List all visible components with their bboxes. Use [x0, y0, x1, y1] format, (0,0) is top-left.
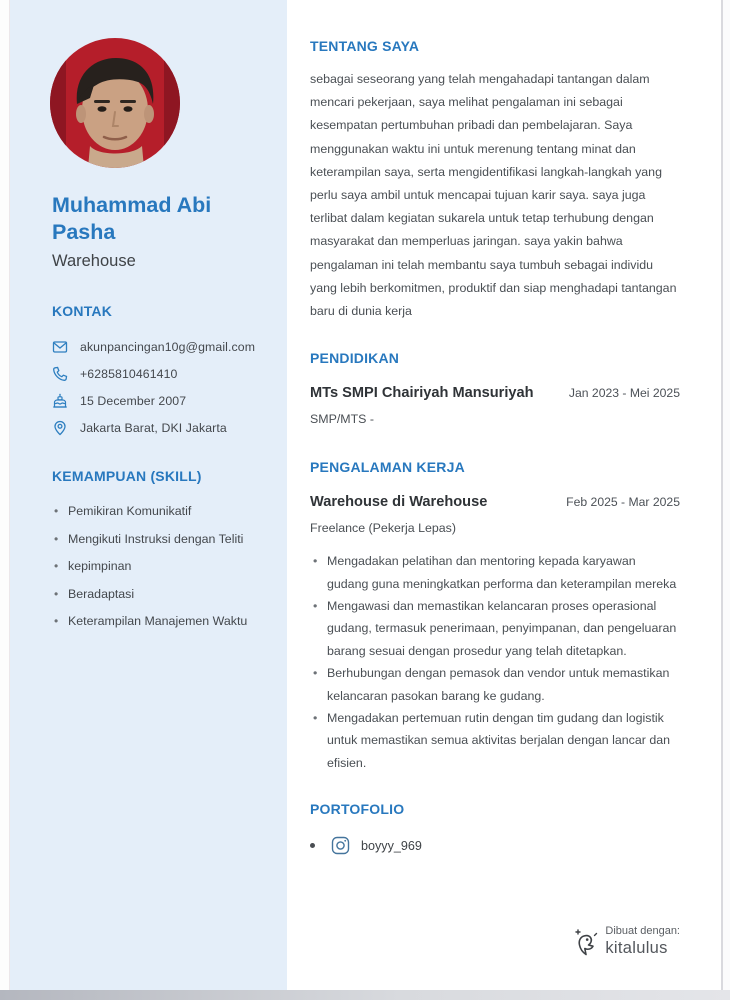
about-section: [310, 38, 680, 323]
contact-item-birthdate: [52, 393, 265, 409]
profile-photo-image: [50, 38, 180, 168]
experience-bullet: • Mengadakan pelatihan dan mentoring kepada karyawan gudang guna meningkatkan performa dan keterampilan mereka: [310, 550, 680, 595]
contact-item-email: [52, 339, 265, 355]
location-icon: [52, 420, 68, 436]
portfolio-heading: PORTOFOLIO: [310, 801, 405, 818]
experience-bullets: [310, 550, 680, 774]
contact-phone: +6285810461410: [80, 367, 178, 381]
bullet-dot: [310, 843, 315, 848]
contact-item-location: [52, 420, 265, 436]
experience-bullet: • Mengadakan pertemuan rutin dengan tim gudang dan logistik untuk memastikan semua aktivitas berjalan dengan lancar dan efisien.: [310, 707, 680, 774]
portfolio-handle: boyyy_969: [361, 838, 422, 853]
profile-photo: [50, 38, 180, 168]
experience-period: Feb 2025 - Mar 2025: [566, 495, 680, 510]
education-period: Jan 2023 - Mei 2025: [568, 386, 680, 401]
experience-type: Freelance (Pekerja Lepas): [310, 521, 457, 536]
page-edge-right: [721, 0, 730, 1000]
person-title: Warehouse: [52, 252, 136, 270]
sidebar: [10, 0, 287, 990]
contact-heading: KONTAK: [52, 303, 113, 319]
education-heading: PENDIDIKAN: [310, 350, 400, 367]
instagram-icon: [331, 836, 350, 855]
portfolio-section: [310, 801, 680, 855]
made-with-badge: [574, 924, 680, 958]
about-heading: TENTANG SAYA: [310, 38, 420, 54]
skill-item: • kepimpinan: [52, 559, 265, 573]
skill-item: • Mengikuti Instruksi dengan Teliti: [52, 532, 265, 546]
brand-name: kitalulus: [605, 939, 668, 957]
kitalulus-logo-icon: [574, 924, 600, 958]
main-content: [310, 0, 680, 855]
page-edge-left: [0, 0, 10, 1000]
portfolio-item: [310, 836, 680, 855]
skills-list: [52, 504, 265, 628]
email-icon: [52, 339, 68, 355]
made-with-label: Dibuat dengan:: [605, 925, 680, 937]
experience-role: Warehouse di Warehouse: [310, 494, 488, 511]
contact-list: [52, 339, 265, 436]
birthday-icon: [52, 393, 68, 409]
skill-item: • Pemikiran Komunikatif: [52, 504, 265, 518]
education-level: SMP/MTS -: [310, 412, 375, 427]
phone-icon: [52, 366, 68, 382]
skill-item: • Keterampilan Manajemen Waktu: [52, 614, 265, 628]
contact-item-phone: [52, 366, 265, 382]
experience-section: [310, 459, 680, 774]
contact-birthdate: 15 December 2007: [80, 394, 187, 408]
contact-location: Jakarta Barat, DKI Jakarta: [80, 421, 227, 435]
experience-bullet: • Berhubungan dengan pemasok dan vendor untuk memastikan kelancaran pasokan barang ke gudang.: [310, 662, 680, 707]
education-school: MTs SMPI Chairiyah Mansuriyah: [310, 385, 534, 402]
skill-item: • Beradaptasi: [52, 587, 265, 601]
experience-bullet: • Mengawasi dan memastikan kelancaran proses operasional gudang, termasuk penerimaan, penyimpanan, dan pengeluaran barang sesuai dengan prosedur yang telah ditetapkan.: [310, 595, 680, 662]
experience-heading: PENGALAMAN KERJA: [310, 459, 465, 476]
skills-heading: KEMAMPUAN (SKILL): [52, 468, 202, 484]
about-text: sebagai seseorang yang telah mengahadapi tantangan dalam mencari pekerjaan, saya melihat pengalaman ini sebagai kesempatan pertumbuhan pribadi dan pembelajaran. Saya menggunakan waktu ini untuk merenung tentang minat dan keterampilan saya, serta mengidentifikasi langkah-langkah yang perlu saya ambil untuk mencapai tujuan karir saya. saya juga terlibat dalam kegiatan sukarela untuk tetap terhubung dengan masyarakat dan memperluas jaringan. saya yakin bahwa pengalaman ini telah membantu saya tumbuh sebagai individu yang lebih berkomitmen, produktif dan siap menghadapi tantangan baru di dunia kerja: [310, 72, 677, 319]
contact-email: akunpancingan10g@gmail.com: [80, 340, 256, 354]
education-section: [310, 350, 680, 426]
page-edge-bottom: [0, 990, 730, 1000]
person-name: Muhammad Abi Pasha: [52, 193, 212, 244]
